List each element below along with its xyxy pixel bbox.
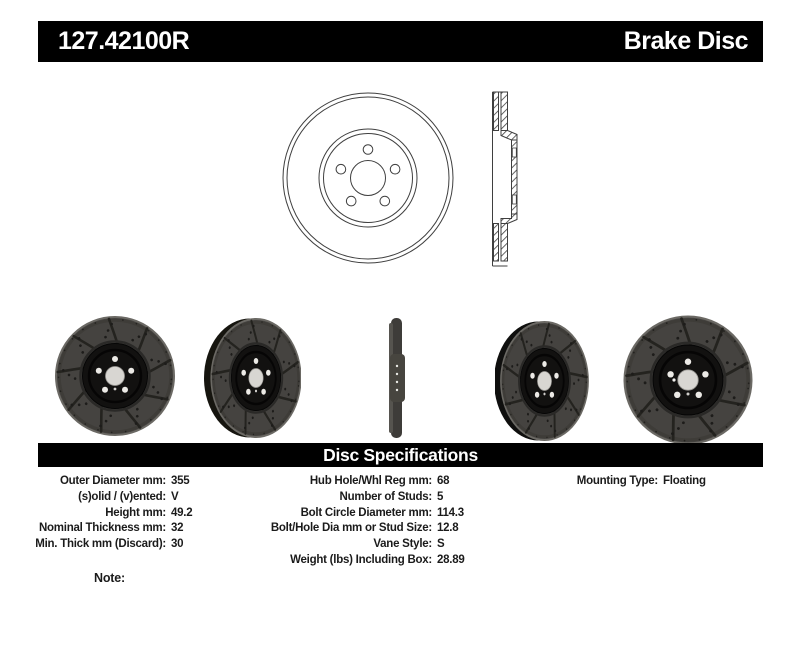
rotor-photo-edge-view: [380, 316, 414, 440]
spec-row-solid-vented: (s)olid / (v)ented: V: [78, 490, 179, 503]
spec-row-vane-style: Vane Style: S: [373, 538, 445, 551]
header-bar: [38, 21, 763, 62]
disc-front-view-drawing: [280, 90, 456, 266]
spec-row-bolt-circle-diameter: Bolt Circle Diameter mm: 114.3: [300, 506, 464, 519]
disc-cross-section-drawing: [486, 87, 526, 271]
spec-row-outer-diameter: Outer Diameter mm: 355: [59, 475, 190, 487]
note-label: Note:: [94, 571, 125, 585]
spec-column-left: [28, 474, 192, 553]
spec-row-hub-hole: Hub Hole/Whl Reg mm: 68: [309, 475, 450, 487]
rotor-photo-angled-left-view: [203, 317, 301, 439]
spec-row-weight: Weight (lbs) Including Box: 28.89: [290, 553, 465, 566]
spec-section-bar: [38, 443, 763, 467]
spec-row-bolt-hole-dia: Bolt/Hole Dia mm or Stud Size: 12.8: [270, 522, 459, 535]
product-type-title: Brake Disc: [623, 27, 748, 55]
spec-row-nominal-thickness: Nominal Thickness mm: 32: [38, 522, 184, 535]
section-title: Disc Specifications: [323, 444, 478, 465]
spec-row-mounting-type: Mounting Type: Floating: [576, 475, 706, 487]
rotor-photo-angled-right-view: [495, 320, 590, 442]
rotor-photo-rear-view: [623, 315, 753, 445]
spec-column-right: [548, 474, 706, 490]
spec-row-height: Height mm: 49.2: [105, 506, 193, 519]
rotor-photo-front-view: [55, 316, 175, 436]
part-number: 127.42100R: [58, 27, 190, 55]
spec-column-middle: [268, 474, 465, 569]
spec-row-number-of-studs: Number of Studs: 5: [339, 490, 444, 503]
spec-row-min-thickness: Min. Thick mm (Discard): 30: [35, 538, 184, 551]
